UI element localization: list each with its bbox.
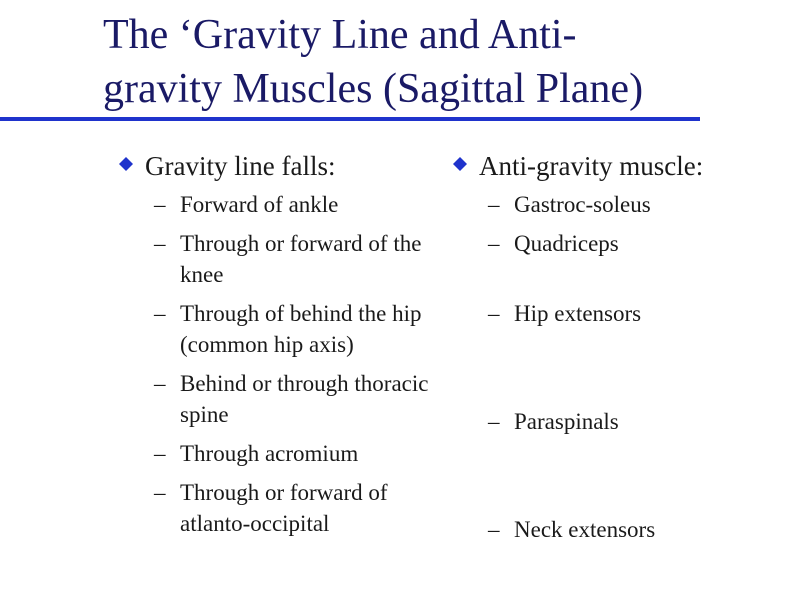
list-item <box>451 298 781 329</box>
list-item-text: Through or forward of the knee <box>180 231 422 287</box>
dash-bullet-icon: – <box>154 231 166 256</box>
list-item <box>451 228 781 259</box>
diamond-bullet-icon <box>453 157 467 171</box>
list-item-text: Neck extensors <box>514 517 656 542</box>
dash-bullet-icon: – <box>154 441 166 466</box>
slide-title-line-1: The ‘Gravity Line and Anti- <box>103 12 577 58</box>
gravity-line-list <box>117 189 437 539</box>
list-item-text: Quadriceps <box>514 231 619 256</box>
title-divider <box>0 117 700 121</box>
list-item <box>451 406 781 437</box>
dash-bullet-icon: – <box>154 192 166 217</box>
dash-bullet-icon: – <box>488 409 500 434</box>
list-item <box>117 438 437 469</box>
list-item-text: Through or forward of atlanto-occipital <box>180 480 388 536</box>
dash-bullet-icon: – <box>154 371 166 396</box>
list-item-text: Hip extensors <box>514 301 642 326</box>
list-item-text: Forward of ankle <box>180 192 339 217</box>
list-item-text: Behind or through thoracic spine <box>180 371 429 427</box>
slide-title-line-2: gravity Muscles (Sagittal Plane) <box>103 66 644 112</box>
list-item <box>117 298 437 360</box>
dash-bullet-icon: – <box>488 517 500 542</box>
list-item-text: Gastroc-soleus <box>514 192 651 217</box>
gravity-line-heading <box>117 149 437 183</box>
list-item <box>117 228 437 290</box>
list-item <box>117 189 437 220</box>
list-item-text: Paraspinals <box>514 409 619 434</box>
list-item <box>451 189 781 220</box>
list-item <box>451 514 781 545</box>
diamond-bullet-icon <box>119 157 133 171</box>
list-item-text: Through acromium <box>180 441 359 466</box>
list-item-text: Through of behind the hip (common hip axis) <box>180 301 422 357</box>
slide-title <box>103 8 643 116</box>
dash-bullet-icon: – <box>488 231 500 256</box>
gravity-line-heading-text: Gravity line falls: <box>145 151 336 181</box>
list-item <box>117 368 437 430</box>
gravity-line-column <box>117 149 437 547</box>
dash-bullet-icon: – <box>488 192 500 217</box>
list-item <box>117 477 437 539</box>
dash-bullet-icon: – <box>154 480 166 505</box>
dash-bullet-icon: – <box>154 301 166 326</box>
dash-bullet-icon: – <box>488 301 500 326</box>
anti-gravity-heading <box>451 149 781 183</box>
anti-gravity-column <box>451 149 781 553</box>
anti-gravity-list <box>451 189 781 545</box>
anti-gravity-heading-text: Anti-gravity muscle: <box>479 151 704 181</box>
